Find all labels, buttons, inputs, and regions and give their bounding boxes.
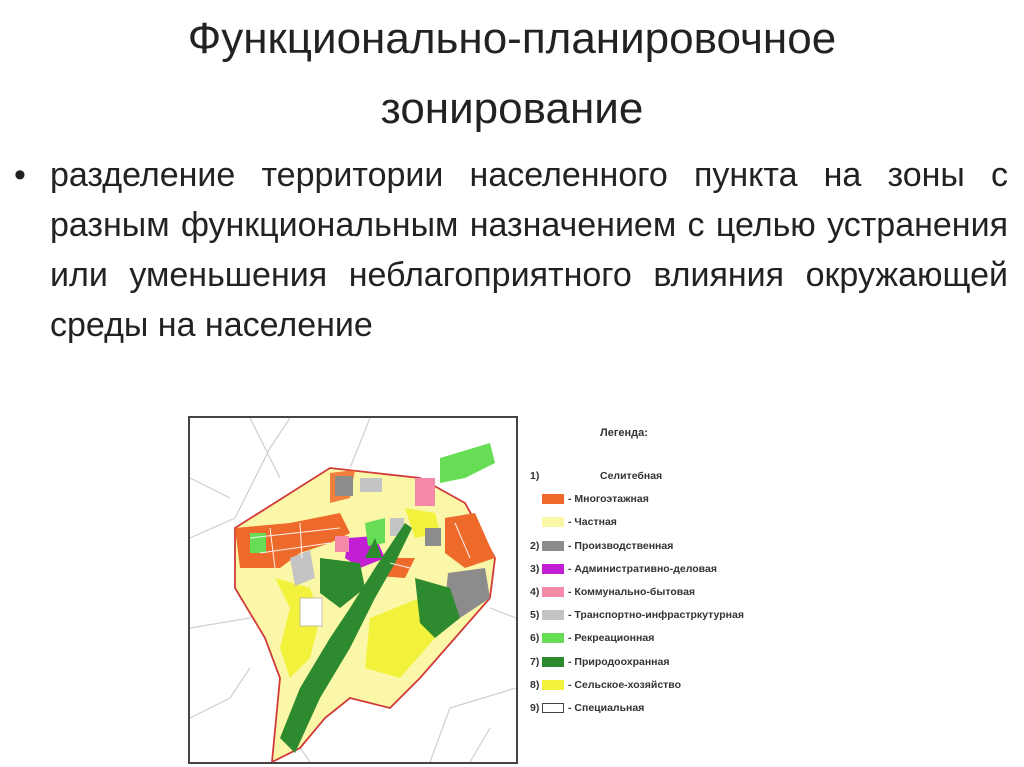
legend-item [530, 607, 744, 623]
legend-item [530, 491, 649, 507]
map-legend [528, 420, 788, 720]
legend-item-number: 9) [530, 702, 540, 714]
legend-item [530, 677, 681, 693]
bullet-text: разделение территории населенного пункта на зоны с разным функциональным назначением с целью устранения или уменьшения неблагоприятного влияния окружающей среды на население [50, 156, 1008, 344]
legend-item-number: 6) [530, 632, 540, 645]
legend-swatch [542, 657, 564, 667]
legend-item-number: 4) [530, 586, 540, 598]
legend-item-label: - Специальная [568, 702, 645, 714]
legend-item [530, 514, 617, 530]
legend-item-number: 2) [530, 539, 540, 552]
legend-item-number: 8) [530, 678, 540, 691]
legend-item-number: 5) [530, 609, 540, 622]
legend-item-label: - Многоэтажная [568, 493, 649, 506]
legend-swatch [542, 703, 564, 713]
legend-item [530, 468, 662, 484]
legend-item [530, 584, 695, 600]
legend-swatch [542, 564, 564, 574]
legend-item-label: - Частная [568, 516, 617, 529]
title-line-1: Функционально-планировочное [187, 14, 837, 63]
legend-item-label: - Административно-деловая [568, 562, 717, 575]
legend-swatch [542, 633, 564, 643]
slide-title [0, 4, 1024, 144]
legend-item-label: - Рекреационная [568, 632, 655, 645]
bullet-item [10, 150, 1008, 350]
legend-item-label: Селитебная [600, 470, 663, 482]
legend-swatch [542, 587, 564, 597]
legend-item [530, 630, 654, 646]
legend-item-label: - Транспортно-инфрастркутурная [568, 609, 744, 622]
legend-title: Легенда: [600, 427, 648, 439]
legend-item-number: 1) [530, 470, 540, 482]
legend-item [530, 700, 644, 716]
legend-item [530, 654, 670, 670]
legend-item-number: 3) [530, 562, 540, 575]
legend-swatch [542, 494, 564, 504]
legend-swatch [542, 541, 564, 551]
legend-item-label: - Природоохранная [568, 655, 670, 668]
legend-item-label: - Сельское-хозяйство [568, 678, 682, 691]
title-line-2: зонирование [380, 84, 644, 133]
legend-item [530, 561, 717, 577]
legend-item [530, 538, 673, 554]
zoning-map [188, 416, 518, 764]
legend-item-label: - Производственная [568, 539, 674, 552]
legend-swatch [542, 680, 564, 690]
zoning-map-drawing [190, 418, 516, 762]
legend-item-number: 7) [530, 655, 540, 668]
bullet-marker: • [14, 156, 26, 194]
legend-swatch [542, 610, 564, 620]
legend-item-label: - Коммунально-бытовая [568, 586, 696, 598]
legend-swatch [542, 517, 564, 527]
